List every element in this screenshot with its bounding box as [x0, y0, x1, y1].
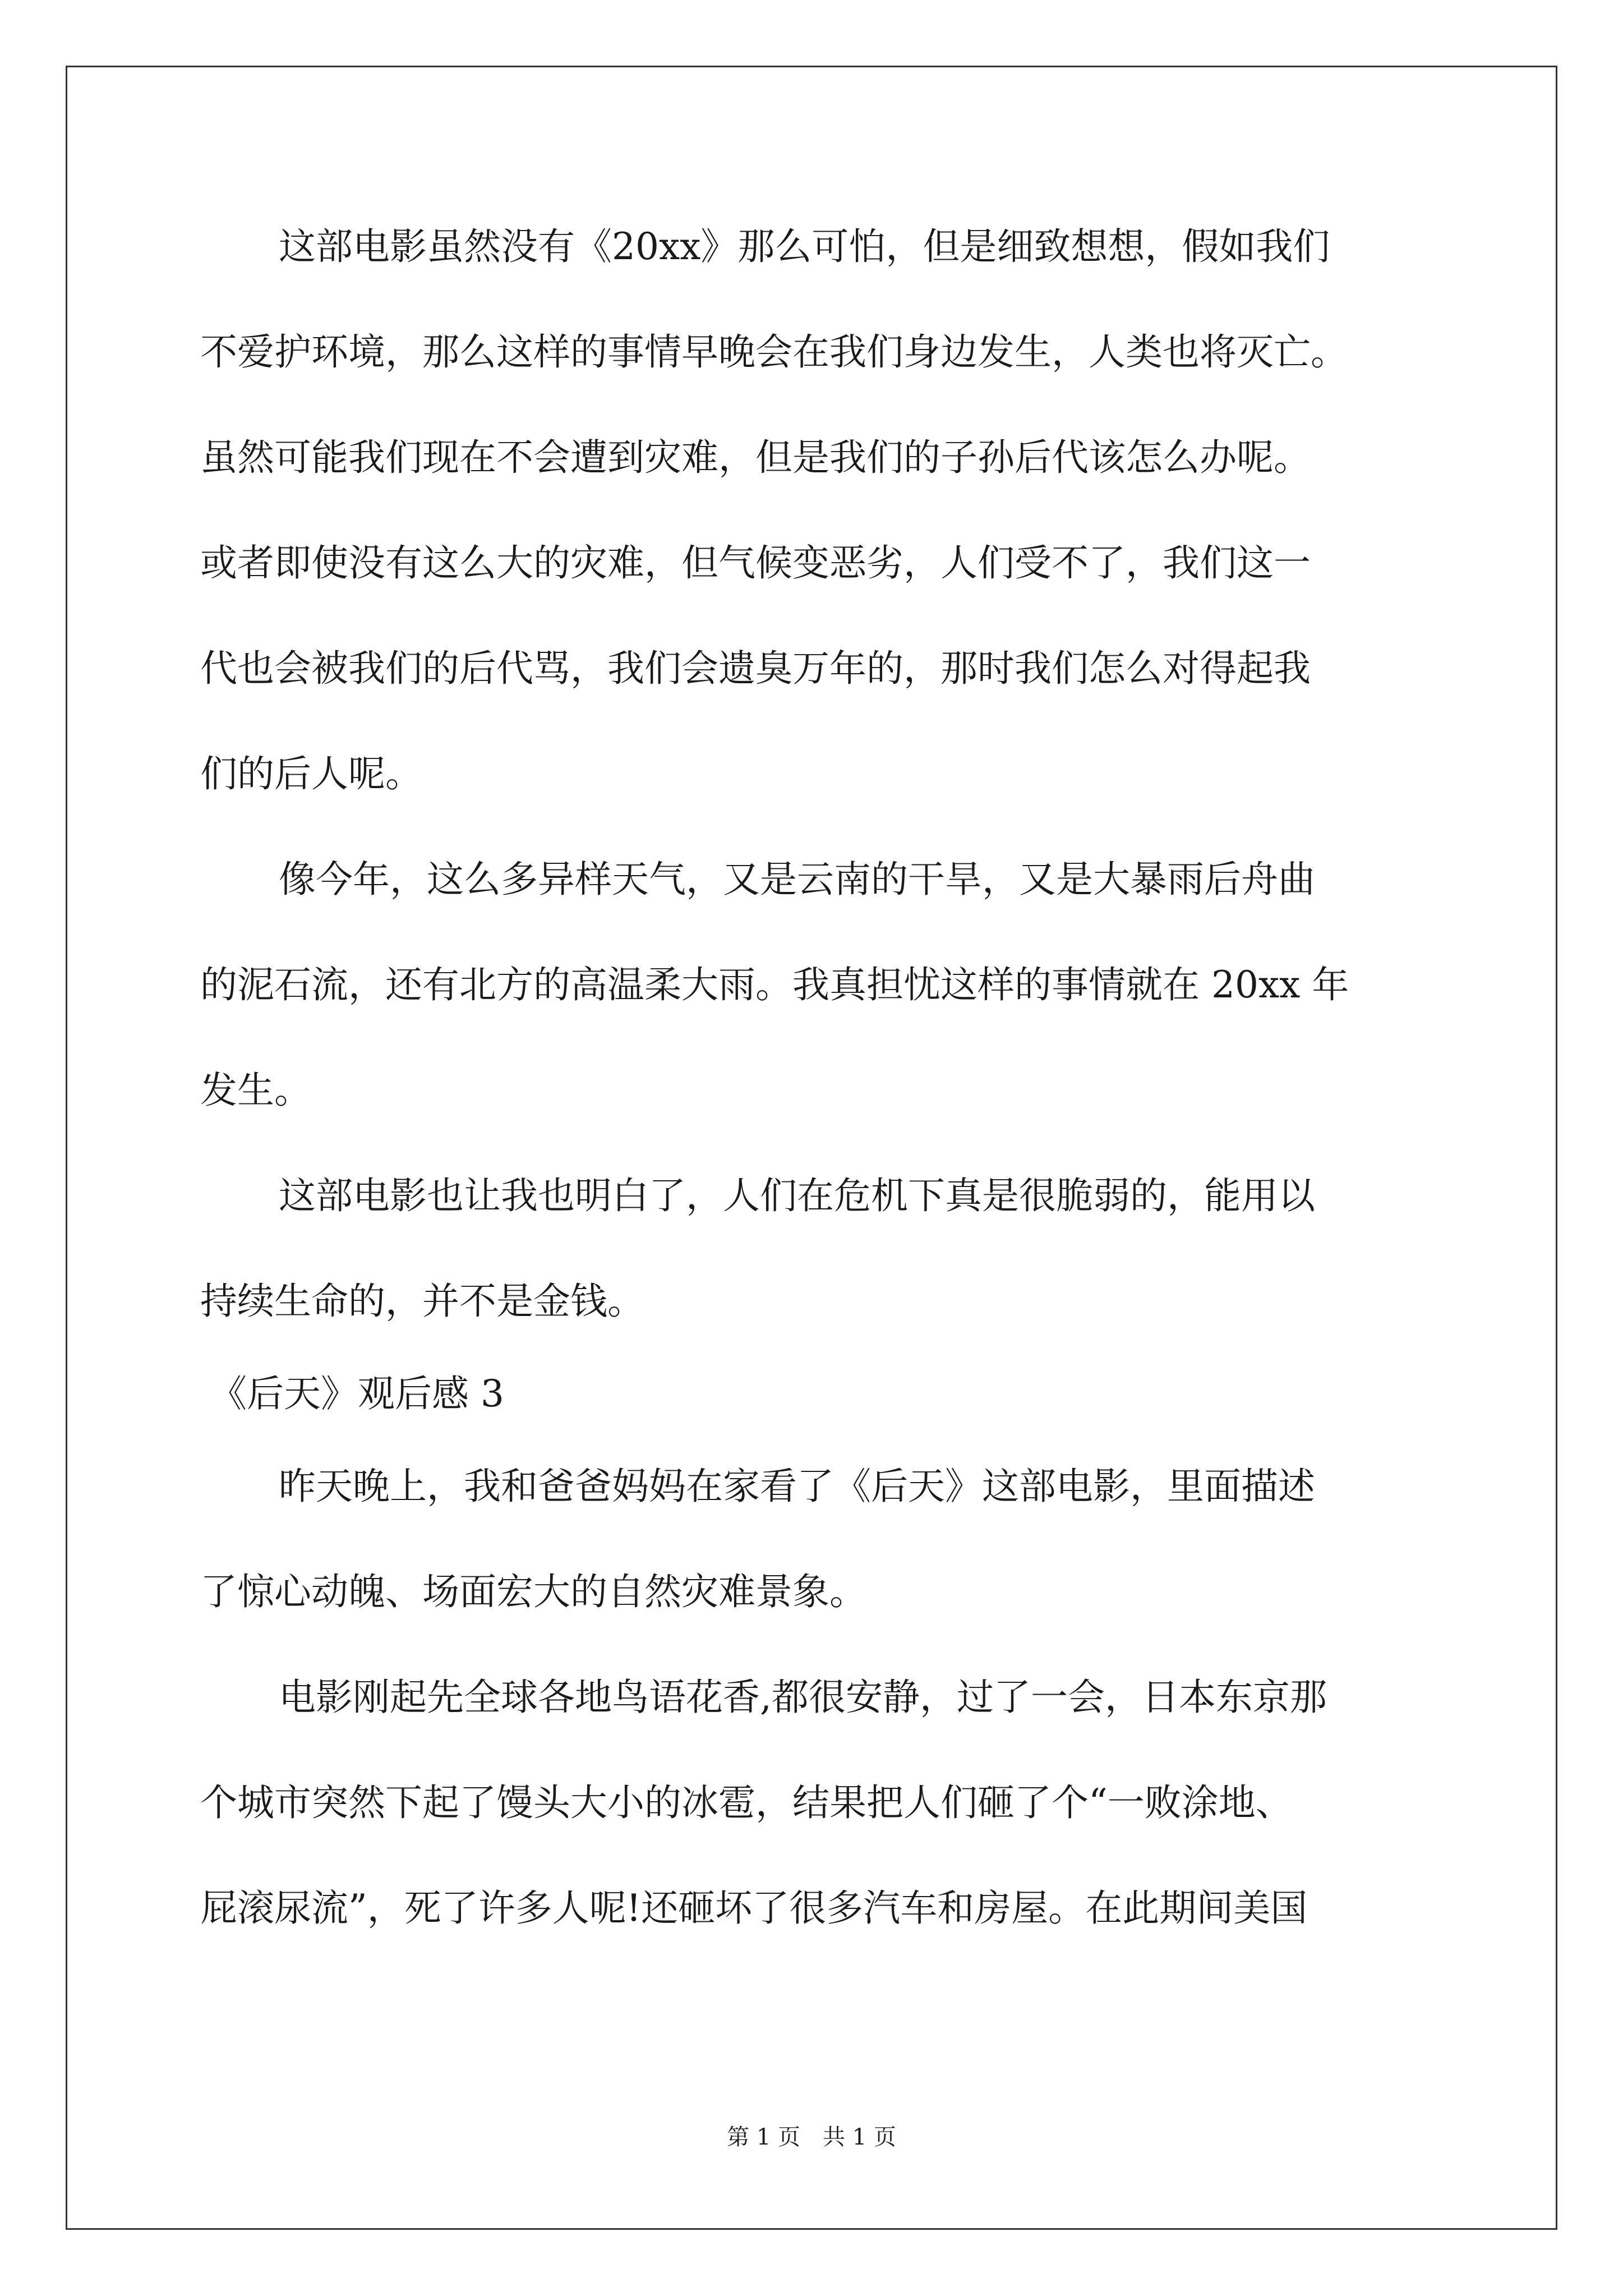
paragraph-line: 虽然可能我们现在不会遭到灾难，但是我们的子孙后代该怎么办呢。	[200, 436, 1311, 479]
paragraph-line: 发生。	[200, 1069, 311, 1112]
paragraph-line: 们的后人呢。	[200, 752, 422, 795]
paragraph-line: 屁滚尿流”，死了许多人呢!还砸坏了很多汽车和房屋。在此期间美国	[200, 1887, 1308, 1930]
paragraph-line: 昨天晚上，我和爸爸妈妈在家看了《后天》这部电影，里面描述	[279, 1465, 1315, 1508]
paragraph-line: 这部电影也让我也明白了，人们在危机下真是很脆弱的，能用以	[279, 1174, 1315, 1217]
paragraph-line: 这部电影虽然没有《20xx》那么可怕，但是细致想想，假如我们	[279, 225, 1330, 268]
paragraph-line: 像今年，这么多异样天气，又是云南的干旱，又是大暴雨后舟曲	[279, 858, 1315, 901]
paragraph-line: 不爱护环境，那么这样的事情早晚会在我们身边发生，人类也将灭亡。	[200, 330, 1348, 374]
paragraph-line: 了惊心动魄、场面宏大的自然灾难景象。	[200, 1570, 866, 1613]
paragraph-line: 电影刚起先全球各地鸟语花香,都很安静，过了一会，日本东京那	[279, 1676, 1327, 1719]
page-number-footer: 第 1 页 共 1 页	[727, 2124, 896, 2150]
paragraph-line: 或者即使没有这么大的灾难，但气候变恶劣，人们受不了，我们这一	[200, 541, 1311, 585]
paragraph-line: 代也会被我们的后代骂，我们会遗臭万年的，那时我们怎么对得起我	[200, 647, 1311, 690]
paragraph-line: 个城市突然下起了馒头大小的冰雹，结果把人们砸了个“一败涂地、	[200, 1781, 1293, 1824]
section-heading: 《后天》观后感 3	[210, 1372, 504, 1415]
paragraph-line: 的泥石流，还有北方的高温柔大雨。我真担忧这样的事情就在 20xx 年	[200, 963, 1349, 1006]
paragraph-line: 持续生命的，并不是金钱。	[200, 1280, 644, 1323]
